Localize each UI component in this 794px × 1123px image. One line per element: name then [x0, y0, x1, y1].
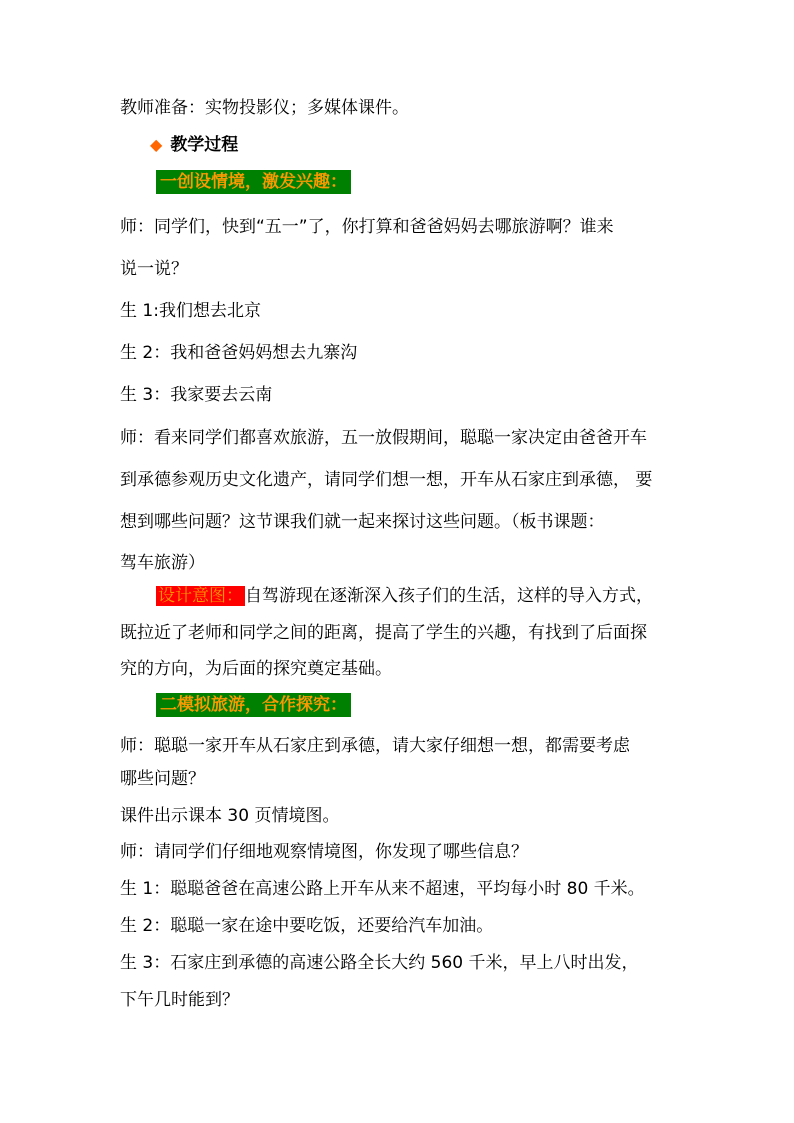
student-answer-2: 生 2：我和爸爸妈妈想去九寨沟 — [120, 343, 358, 363]
paragraph-line: 想到哪些问题？这节课我们就一起来探讨这些问题。（板书课题： — [120, 512, 605, 532]
paragraph-line: 师：看来同学们都喜欢旅游，五一放假期间，聪聪一家决定由爸爸开车 — [120, 428, 647, 448]
design-intent-line — [156, 585, 653, 607]
teacher-preparation: 教师准备：实物投影仪；多媒体课件。 — [120, 98, 409, 118]
paragraph-line: 究的方向，为后面的探究奠定基础。 — [120, 659, 392, 679]
paragraph-line: 课件出示课本 30 页情境图。 — [120, 806, 340, 826]
paragraph-line: 哪些问题？ — [120, 769, 205, 789]
design-intent-tag: 设计意图： — [158, 586, 243, 606]
design-intent-text: 自驾游现在逐渐深入孩子们的生活，这样的导入方式， — [245, 586, 653, 606]
paragraph-line: 到承德参观历史文化遗产，请同学们想一想，开车从石家庄到承德， 要 — [120, 470, 653, 490]
paragraph-line: 既拉近了老师和同学之间的距离，提高了学生的兴趣，有找到了后面探 — [120, 623, 647, 643]
paragraph-line: 师：聪聪一家开车从石家庄到承德，请大家仔细想一想，都需要考虑 — [120, 736, 630, 756]
diamond-bullet-icon: ◆ — [150, 135, 163, 154]
section-heading — [150, 134, 238, 156]
step-banner-2: 二模拟旅游，合作探究： — [156, 693, 351, 717]
student-answer-3: 生 3：我家要去云南 — [120, 385, 273, 405]
paragraph-line: 驾车旅游） — [120, 553, 205, 573]
step-banner-1: 一创设情境，激发兴趣： — [156, 170, 351, 194]
paragraph-line: 师：同学们，快到“五一”了，你打算和爸爸妈妈去哪旅游啊？谁来 — [120, 217, 614, 237]
student-answer-1: 生 1:我们想去北京 — [120, 301, 261, 321]
section-title: 教学过程 — [170, 135, 239, 155]
paragraph-line: 师：请同学们仔细地观察情境图，你发现了哪些信息？ — [120, 842, 528, 862]
student-info-1: 生 1：聪聪爸爸在高速公路上开车从来不超速，平均每小时 80 千米。 — [120, 879, 645, 899]
student-info-2: 生 2：聪聪一家在途中要吃饭，还要给汽车加油。 — [120, 916, 494, 936]
paragraph-line: 下午几时能到？ — [120, 990, 239, 1010]
paragraph-line: 说一说？ — [120, 259, 188, 279]
student-info-3: 生 3：石家庄到承德的高速公路全长大约 560 千米，早上八时出发， — [120, 953, 639, 973]
